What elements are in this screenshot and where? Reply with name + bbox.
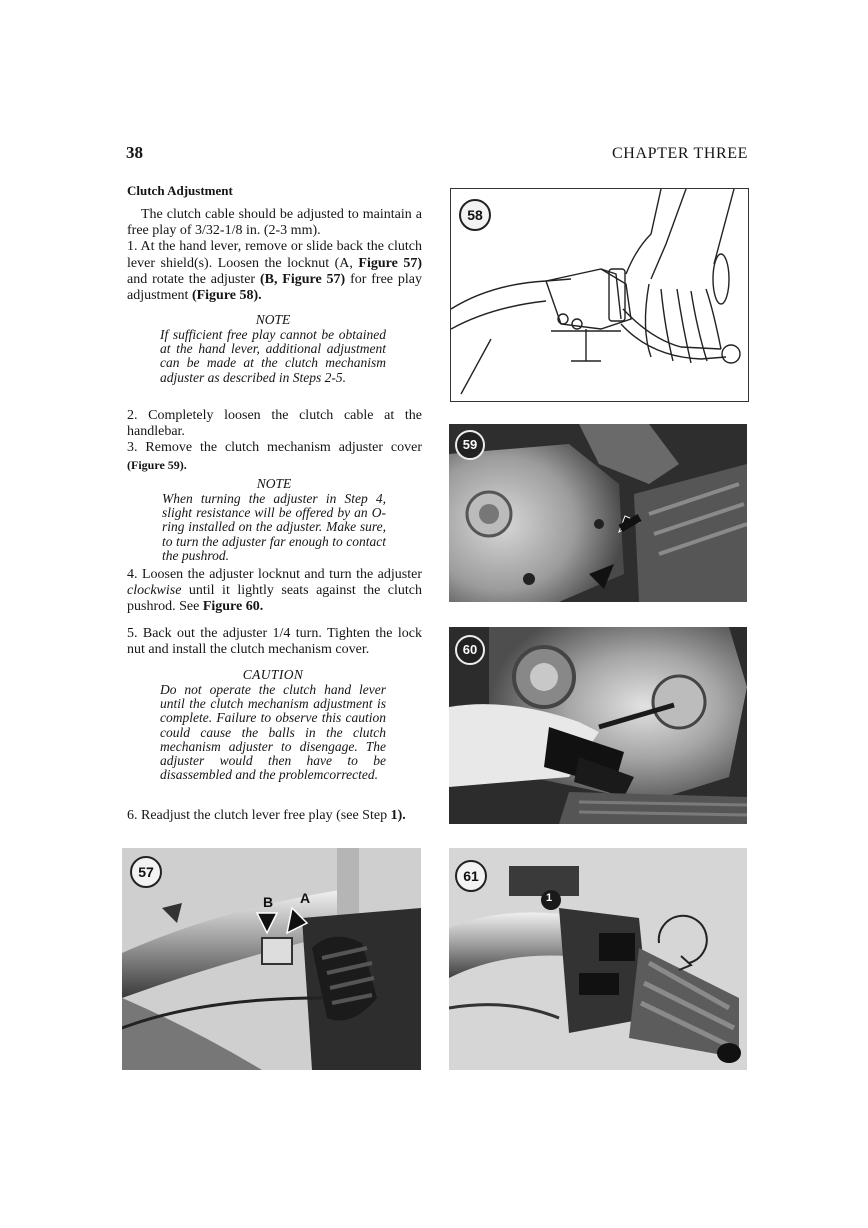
switch-label: 1 [546,892,553,904]
step-3: 3. Remove the clutch mechanism adjuster cover (Figure 59). [127,440,422,472]
note-1 [160,312,386,385]
figure-60 [449,627,747,824]
step-5: 5. Back out the adjuster 1/4 turn. Tighten the lock nut and install the clutch mechanism cover. [127,626,422,658]
figure-number-badge: 61 [455,860,487,892]
text-block-3 [127,567,422,616]
figure-59 [449,424,747,602]
text-block-5 [127,808,422,824]
step-2: 2. Completely loosen the clutch cable at the handlebar. [127,408,422,440]
figure-number-badge: 57 [130,856,162,888]
hand-lever-drawing [451,189,748,401]
figure-number-badge: 58 [459,199,491,231]
note-title: NOTE [255,312,291,327]
note-2 [162,476,386,563]
label-b: B [263,894,274,910]
text-block-1 [127,207,422,304]
text-block-2 [127,408,422,474]
figure-number-badge: 59 [455,430,485,460]
text-block-4 [127,626,422,658]
step-1: 1. At the hand lever, remove or slide back the clutch lever shield(s). Loosen the locknut (A, Figure 57) and rotate the adjuster (B, Figure 57) for free play adjustment (Figure 58). [127,239,422,304]
step-4: 4. Loosen the adjuster locknut and turn the adjuster clockwise until it lightly seats against the clutch pushrod. See Figure 60. [127,567,422,615]
handlebar-switch-photo [449,848,747,1070]
figure-57 [122,848,421,1070]
caution-title: CAUTION [242,667,304,682]
caution-box [160,667,386,782]
section-heading: Clutch Adjustment [127,183,233,198]
caution-body: Do not operate the clutch hand lever until the clutch mechanism adjustment is complete. Failure to observe this caution could cause the balls in the clutch mechanism adjuster to disengage. The adjuster would then have to be disassembled and the problemcorrected. [160,682,386,783]
clutch-cover-photo [449,424,747,602]
note-body: If sufficient free play cannot be obtained at the hand lever, additional adjustment can be made at the clutch mechanism adjuster as described in Steps 2-5. [160,327,386,385]
step-6: 6. Readjust the clutch lever free play (see Step 1). [127,808,406,823]
note-body: When turning the adjuster in Step 4, slight resistance will be offered by an O-ring installed on the adjuster. Make sure, to turn the adjuster far enough to contact the pushrod. [162,491,386,563]
label-a: A [300,890,311,906]
clutch-lever-photo [122,848,421,1070]
figure-58 [450,188,749,402]
page-number: 38 [126,143,143,162]
intro-paragraph: The clutch cable should be adjusted to maintain a free play of 3/32-1/8 in. (2-3 mm). [127,207,422,239]
adjuster-screwdriver-photo [449,627,747,824]
figure-61 [449,848,747,1070]
figure-number-badge: 60 [455,635,485,665]
chapter-title: CHAPTER THREE [612,145,748,162]
note-title: NOTE [256,476,292,491]
